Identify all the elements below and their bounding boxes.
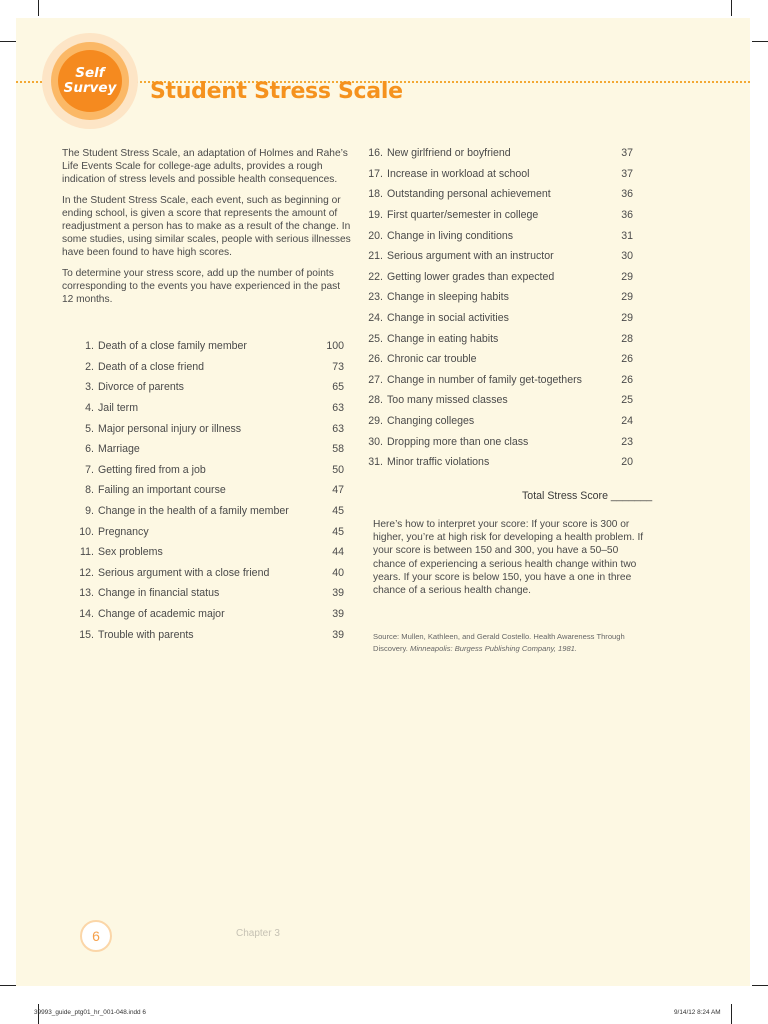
event-number: 20. xyxy=(368,229,383,242)
event-label: Serious argument with a close friend xyxy=(98,566,270,579)
intro-paragraph-3: To determine your stress score, add up the number of points corresponding to the events you have experienced in the past 12 months. xyxy=(62,268,341,305)
event-score: 20 xyxy=(621,456,633,469)
event-number: 19. xyxy=(368,209,383,222)
event-item xyxy=(357,411,633,432)
event-item xyxy=(68,624,344,645)
event-number: 22. xyxy=(368,270,383,283)
event-score: 63 xyxy=(332,402,344,415)
event-score: 31 xyxy=(621,229,633,242)
event-number: 12. xyxy=(79,566,94,579)
event-score: 29 xyxy=(621,291,633,304)
event-label: Changing colleges xyxy=(387,415,475,428)
event-number: 8. xyxy=(85,484,94,497)
event-item xyxy=(68,439,344,460)
event-score: 25 xyxy=(621,394,633,407)
event-item xyxy=(357,370,633,391)
event-label: Change in social activities xyxy=(387,312,509,325)
event-score: 65 xyxy=(332,381,344,394)
event-score: 36 xyxy=(621,188,633,201)
event-number: 27. xyxy=(368,373,383,386)
event-score: 30 xyxy=(621,250,633,263)
event-number: 30. xyxy=(368,435,383,448)
event-number: 31. xyxy=(368,456,383,469)
event-number: 14. xyxy=(79,608,94,621)
event-score: 40 xyxy=(332,566,344,579)
event-label: Change in number of family get-togethers xyxy=(387,373,582,386)
chapter-label: Chapter 3 xyxy=(236,928,280,939)
interpretation-text: Here’s how to interpret your score: If your score is 300 or higher, you’re at high risk for developing a health problem. If your score is between 150 and 300, you have a 50–50 chance of experiencing a serious health change within two years. If your score is below 150, you have a one in three chance of a serious health change. xyxy=(373,519,644,597)
event-label: Change in financial status xyxy=(98,587,220,600)
event-label: Pregnancy xyxy=(98,525,149,538)
event-item xyxy=(68,418,344,439)
event-label: Getting fired from a job xyxy=(98,463,206,476)
event-item xyxy=(68,480,344,501)
event-score: 39 xyxy=(332,628,344,641)
event-label: Chronic car trouble xyxy=(387,353,477,366)
event-number: 7. xyxy=(85,463,94,476)
event-item xyxy=(68,377,344,398)
intro-text xyxy=(62,147,353,314)
event-number: 29. xyxy=(368,415,383,428)
event-number: 18. xyxy=(368,188,383,201)
page-title: Student Stress Scale xyxy=(150,79,403,104)
event-score: 47 xyxy=(332,484,344,497)
source-title: Health Awareness Through Discovery. xyxy=(373,632,625,653)
event-label: Major personal injury or illness xyxy=(98,422,242,435)
event-label: New girlfriend or boyfriend xyxy=(387,147,511,160)
event-item xyxy=(357,184,633,205)
event-label: Increase in workload at school xyxy=(387,167,530,180)
event-number: 24. xyxy=(368,312,383,325)
event-label: Too many missed classes xyxy=(387,394,508,407)
event-number: 16. xyxy=(368,147,383,160)
event-number: 11. xyxy=(80,546,94,559)
event-label: Failing an important course xyxy=(98,484,226,497)
event-number: 2. xyxy=(85,360,94,373)
event-item xyxy=(357,143,633,164)
event-number: 6. xyxy=(85,443,94,456)
page-number: 6 xyxy=(80,920,112,952)
event-number: 1. xyxy=(85,340,94,353)
event-item xyxy=(68,563,344,584)
event-score: 29 xyxy=(621,312,633,325)
source-citation xyxy=(373,631,651,655)
event-number: 13. xyxy=(79,587,94,600)
event-score: 29 xyxy=(621,270,633,283)
event-score: 45 xyxy=(332,505,344,518)
event-label: Dropping more than one class xyxy=(387,435,529,448)
event-number: 4. xyxy=(85,402,94,415)
event-score: 24 xyxy=(621,415,633,428)
event-score: 100 xyxy=(326,340,344,353)
event-item xyxy=(357,390,633,411)
event-number: 26. xyxy=(368,353,383,366)
footer-timestamp: 9/14/12 8:24 AM xyxy=(674,1009,721,1016)
event-label: Change of academic major xyxy=(98,608,225,621)
event-number: 10. xyxy=(79,525,94,538)
event-number: 28. xyxy=(368,394,383,407)
event-label: Jail term xyxy=(98,402,139,415)
event-label: Minor traffic violations xyxy=(387,456,490,469)
event-label: Sex problems xyxy=(98,546,163,559)
event-number: 21. xyxy=(368,250,383,263)
event-item xyxy=(357,308,633,329)
event-item xyxy=(68,398,344,419)
event-label: Death of a close family member xyxy=(98,340,247,353)
event-score: 45 xyxy=(332,525,344,538)
event-label: Change in the health of a family member xyxy=(98,505,289,518)
event-score: 63 xyxy=(332,422,344,435)
event-score: 44 xyxy=(332,546,344,559)
event-item xyxy=(357,452,633,473)
events-list-right xyxy=(357,143,633,473)
event-score: 73 xyxy=(332,360,344,373)
event-label: Change in sleeping habits xyxy=(387,291,509,304)
event-score: 50 xyxy=(332,463,344,476)
event-item xyxy=(357,287,633,308)
source-prefix: Source: Mullen, Kathleen, and Gerald Costello. xyxy=(373,632,532,641)
event-score: 39 xyxy=(332,587,344,600)
event-item xyxy=(68,460,344,481)
event-number: 3. xyxy=(85,381,94,394)
event-item xyxy=(68,501,344,522)
event-item xyxy=(68,357,344,378)
intro-paragraph-2: In the Student Stress Scale, each event, such as beginning or ending school, is given a score that represents the amount of readjustment a person has to make as a result of the change. In some studies, using similar scales, people with serious illnesses have been found to have high scores. xyxy=(62,195,351,258)
event-item xyxy=(68,542,344,563)
event-score: 23 xyxy=(621,435,633,448)
event-number: 23. xyxy=(368,291,383,304)
event-label: Outstanding personal achievement xyxy=(387,188,551,201)
event-item xyxy=(357,225,633,246)
event-item xyxy=(68,604,344,625)
event-label: First quarter/semester in college xyxy=(387,209,539,222)
event-score: 28 xyxy=(621,332,633,345)
events-list-left xyxy=(68,336,344,645)
event-score: 58 xyxy=(332,443,344,456)
footer-file: 39993_guide_ptg01_hr_001-048.indd 6 xyxy=(34,1009,146,1016)
event-label: Serious argument with an instructor xyxy=(387,250,554,263)
event-score: 39 xyxy=(332,608,344,621)
badge-line2: Survey xyxy=(63,80,117,96)
event-item xyxy=(357,246,633,267)
event-number: 25. xyxy=(368,332,383,345)
intro-paragraph-1: The Student Stress Scale, an adaptation of Holmes and Rahe’s Life Events Scale for college-age adults, provides a rough indication of stress levels and possible health consequences. xyxy=(62,148,348,185)
event-score: 37 xyxy=(621,167,633,180)
event-item xyxy=(357,328,633,349)
event-label: Change in living conditions xyxy=(387,229,514,242)
event-item xyxy=(357,267,633,288)
event-item xyxy=(68,336,344,357)
event-item xyxy=(357,431,633,452)
total-stress-score: Total Stress Score _______ xyxy=(522,490,653,502)
source-publisher: Minneapolis: Burgess Publishing Company, 1981. xyxy=(407,644,578,653)
event-score: 26 xyxy=(621,373,633,386)
event-item xyxy=(68,521,344,542)
event-label: Trouble with parents xyxy=(98,628,194,641)
event-number: 9. xyxy=(85,505,94,518)
event-label: Marriage xyxy=(98,443,140,456)
event-item xyxy=(357,349,633,370)
event-item xyxy=(68,583,344,604)
event-score: 37 xyxy=(621,147,633,160)
event-label: Death of a close friend xyxy=(98,360,204,373)
event-label: Change in eating habits xyxy=(387,332,499,345)
event-number: 15. xyxy=(79,628,94,641)
event-number: 17. xyxy=(368,167,383,180)
self-survey-badge xyxy=(58,50,122,112)
event-label: Getting lower grades than expected xyxy=(387,270,555,283)
event-score: 36 xyxy=(621,209,633,222)
event-item xyxy=(357,164,633,185)
badge-line1: Self xyxy=(75,65,105,81)
event-score: 26 xyxy=(621,353,633,366)
event-label: Divorce of parents xyxy=(98,381,184,394)
event-item xyxy=(357,205,633,226)
event-number: 5. xyxy=(85,422,94,435)
